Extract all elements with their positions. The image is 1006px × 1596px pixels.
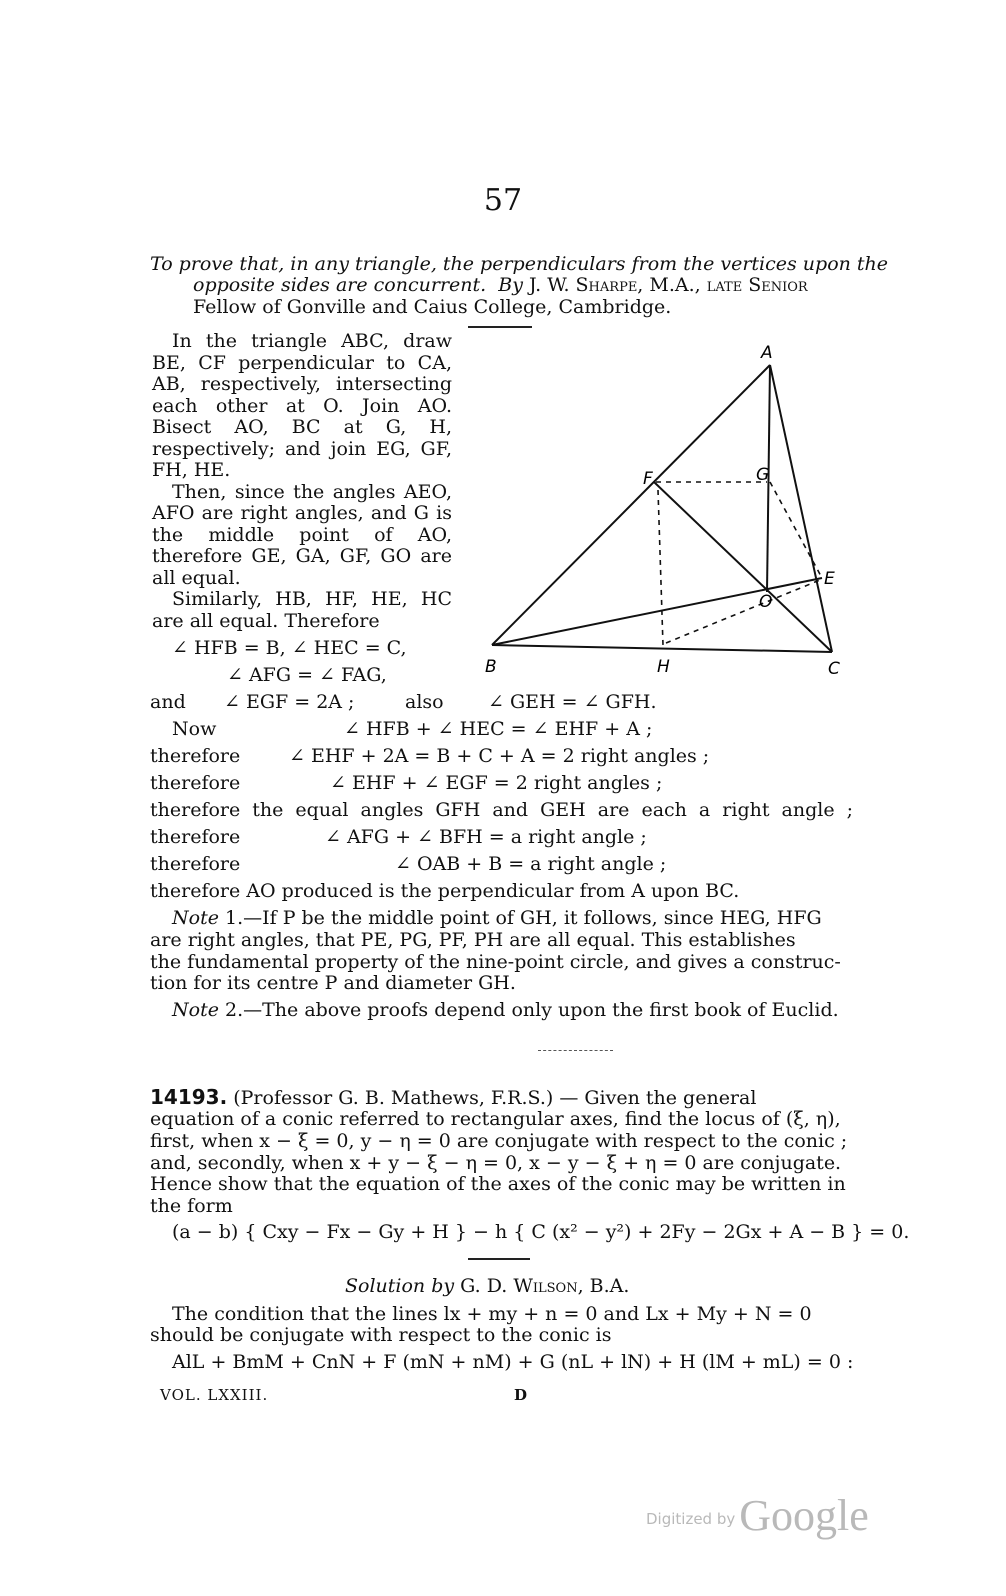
proof-column <box>152 331 452 632</box>
equation-therefore-2: ∠ EHF + ∠ EGF = 2 right angles ; <box>330 772 663 794</box>
word-therefore-3: therefore <box>150 826 241 848</box>
problem-line-4: and, secondly, when x + y − ξ − η = 0, x − y − ξ + η = 0 are conjugate. <box>150 1152 842 1174</box>
equation-afg-fag: ∠ AFG = ∠ FAG, <box>227 664 387 686</box>
label-b: B <box>485 657 497 677</box>
line-cf <box>654 482 832 652</box>
proof-paragraph-2: Then, since the angles AEO, AFO are right angles, and G is the middle point of AO, therefore GE, GA, GF, GO are all equal. <box>152 480 452 589</box>
volume-label: VOL. LXXIII. <box>160 1386 269 1404</box>
word-now: Now <box>172 718 217 740</box>
problem-line-5: Hence show that the equation of the axes of the conic may be written in <box>150 1173 846 1195</box>
note-2: Note 2.—The above proofs depend only upon the first book of Euclid. <box>172 999 839 1021</box>
problem-line-1: 14193. (Professor G. B. Mathews, F.R.S.) — Given the general <box>150 1085 757 1109</box>
segment-he <box>666 580 820 643</box>
note-1-line-2: are right angles, that PE, PG, PF, PH are all equal. This establishes <box>150 929 796 951</box>
equation-therefore-4: ∠ OAB + B = a right angle ; <box>395 853 667 875</box>
problem-formula: (a − b) { Cxy − Fx − Gy + H } − h { C (x² − y²) + 2Fy − 2Gx + A − B } = 0. <box>172 1221 910 1243</box>
solution-heading: Solution by G. D. Wilson, B.A. <box>345 1275 630 1297</box>
equation-geh-gfh: ∠ GEH = ∠ GFH. <box>488 691 657 713</box>
signature-mark: D <box>514 1386 528 1404</box>
google-logo: Google <box>739 1491 869 1540</box>
solution-line-2: should be conjugate with respect to the conic is <box>150 1324 612 1346</box>
note-1-line-1: Note 1.—If P be the middle point of GH, it follows, since HEG, HFG <box>172 907 822 929</box>
side-ab <box>492 365 773 645</box>
word-therefore-2: therefore <box>150 772 241 794</box>
problem-line-6: the form <box>150 1195 233 1217</box>
label-c: C <box>828 659 840 679</box>
word-therefore-4: therefore <box>150 853 241 875</box>
equation-therefore-3: ∠ AFG + ∠ BFH = a right angle ; <box>325 826 647 848</box>
word-and: and <box>150 691 186 713</box>
article-title-line-3: Fellow of Gonville and Caius College, Cambridge. <box>193 296 672 318</box>
label-h: H <box>657 657 670 677</box>
equation-egf: ∠ EGF = 2A ; <box>224 691 355 713</box>
google-watermark: Digitized byGoogle <box>646 1491 869 1540</box>
segment-ge <box>770 482 822 578</box>
proof-paragraph-1: In the triangle ABC, draw BE, CF perpendicular to CA, AB, respectively, intersecting each other at O. Join AO. Bisect AO, BC at G, H, respectively; and join EG, GF, FH, HE. <box>152 330 452 481</box>
equation-hfb-hec: ∠ HFB = B, ∠ HEC = C, <box>172 637 407 659</box>
article-title-line-2: opposite sides are concurrent. By J. W. Sharpe, M.A., late Senior <box>193 274 808 296</box>
solution-formula: AlL + BmM + CnN + F (mN + nM) + G (nL + lN) + H (lM + mL) = 0 : <box>172 1351 854 1373</box>
label-e: E <box>824 569 835 589</box>
section-divider <box>538 1050 613 1051</box>
equation-therefore-1: ∠ EHF + 2A = B + C + A = 2 right angles ; <box>289 745 710 767</box>
segment-fh <box>658 490 663 645</box>
solution-line-1: The condition that the lines lx + my + n = 0 and Lx + My + N = 0 <box>172 1303 812 1325</box>
label-f: F <box>643 469 653 489</box>
word-therefore-1: therefore <box>150 745 241 767</box>
note-1-line-3: the fundamental property of the nine-point circle, and gives a construc- <box>150 951 841 973</box>
word-also: also <box>405 691 444 713</box>
solution-rule <box>468 1258 530 1260</box>
title-rule <box>468 326 532 328</box>
conclusion: therefore AO produced is the perpendicular from A upon BC. <box>150 880 740 902</box>
statement-right-angle: therefore the equal angles GFH and GEH are each a right angle ; <box>150 799 854 821</box>
article-title-line-1: To prove that, in any triangle, the perpendiculars from the vertices upon the <box>150 253 889 275</box>
problem-line-2: equation of a conic referred to rectangular axes, find the locus of (ξ, η), <box>150 1108 841 1130</box>
triangle-diagram <box>470 340 850 685</box>
label-g: G <box>756 465 770 485</box>
equation-now: ∠ HFB + ∠ HEC = ∠ EHF + A ; <box>344 718 653 740</box>
side-bc <box>492 645 832 652</box>
label-a: A <box>761 343 773 363</box>
line-be <box>492 578 822 645</box>
page-number: 57 <box>483 183 523 218</box>
proof-paragraph-3: Similarly, HB, HF, HE, HC are all equal. Therefore <box>152 588 452 632</box>
note-1-line-4: tion for its centre P and diameter GH. <box>150 972 516 994</box>
problem-number: 14193. <box>150 1085 228 1109</box>
label-o: O <box>759 592 773 612</box>
side-ac <box>770 365 832 652</box>
problem-line-3: first, when x − ξ = 0, y − η = 0 are conjugate with respect to the conic ; <box>150 1130 848 1152</box>
